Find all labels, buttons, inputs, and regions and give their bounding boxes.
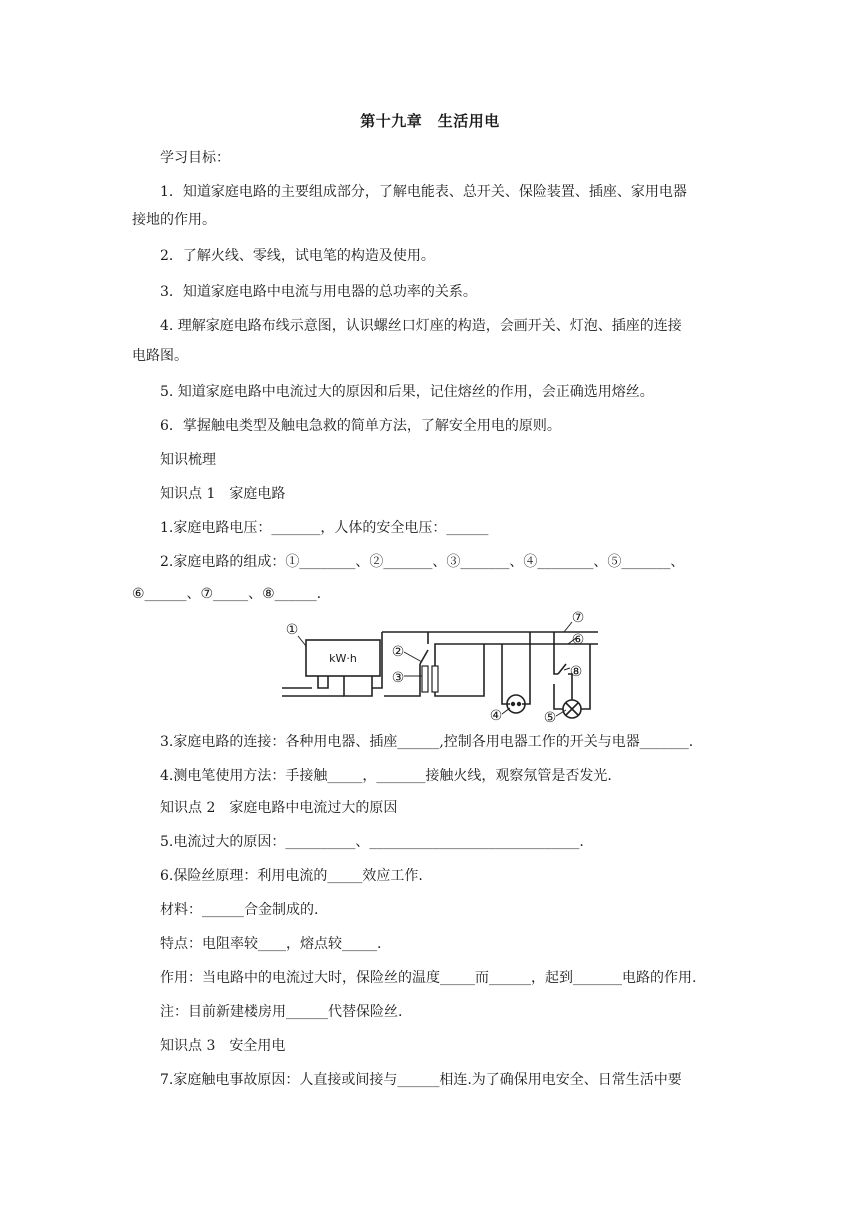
marker-5: ⑤ [543,710,557,724]
question-7: 7.家庭触电事故原因：人直接或间接与______相连.为了确保用电安全、日常生活中要 [160,1072,682,1088]
objective-2: 2．了解火线、零线，试电笔的构造及使用。 [160,248,435,264]
meter-label: kW·h [329,652,357,665]
knowledge-point-1: 知识点 1 家庭电路 [160,486,286,502]
knowledge-point-2: 知识点 2 家庭电路中电流过大的原因 [160,800,398,816]
question-2-line1: 2.家庭电路的组成：①________、②_______、③_______、④________、⑤_______、 [160,554,685,570]
objective-4-line1: 4. 理解家庭电路布线示意图，认识螺丝口灯座的构造，会画开关、灯泡、插座的连接 [160,318,682,334]
question-3: 3.家庭电路的连接：各种用电器、插座______,控制各用电器工作的开关与电器_______. [160,734,694,750]
marker-3: ③ [391,670,405,686]
objective-3: 3．知道家庭电路中电流与用电器的总功率的关系。 [160,284,477,300]
question-2-line2: ⑥______、⑦_____、⑧______. [132,586,322,602]
marker-1: ① [285,622,299,638]
marker-2: ② [391,644,405,660]
fuse-material: 材料：______合金制成的. [160,902,319,918]
chapter-title: 第十九章 生活用电 [360,112,500,130]
objective-6: 6．掌握触电类型及触电急救的简单方法，了解安全用电的原则。 [160,418,561,434]
marker-8: ⑧ [569,664,583,680]
objective-1-line2: 接地的作用。 [132,212,216,228]
objectives-heading: 学习目标： [160,150,230,166]
objective-5: 5. 知道家庭电路中电流过大的原因和后果，记住熔丝的作用，会正确选用熔丝。 [160,384,654,400]
fuse-feature: 特点：电阻率较____，熔点较_____. [160,936,382,952]
knowledge-heading: 知识梳理 [160,452,216,468]
marker-4: ④ [489,708,503,724]
objective-4-line2: 电路图。 [132,348,188,364]
question-1: 1.家庭电路电压：_______，人体的安全电压：______ [160,520,489,536]
household-circuit-diagram [272,604,612,724]
knowledge-point-3: 知识点 3 安全用电 [160,1038,286,1054]
question-6: 6.保险丝原理：利用电流的_____效应工作. [160,868,423,884]
question-4: 4.测电笔使用方法：手接触_____，_______接触火线，观察氖管是否发光. [160,768,612,784]
fuse-function: 作用：当电路中的电流过大时，保险丝的温度_____而______，起到_______电路的作用. [160,970,697,986]
question-5: 5.电流过大的原因：__________、______________________________. [160,834,584,850]
objective-1-line1: 1．知道家庭电路的主要组成部分，了解电能表、总开关、保险装置、插座、家用电器 [160,184,687,200]
marker-7: ⑦ [571,610,585,626]
fuse-note: 注：目前新建楼房用______代替保险丝. [160,1004,403,1020]
marker-6: ⑥ [571,632,585,648]
